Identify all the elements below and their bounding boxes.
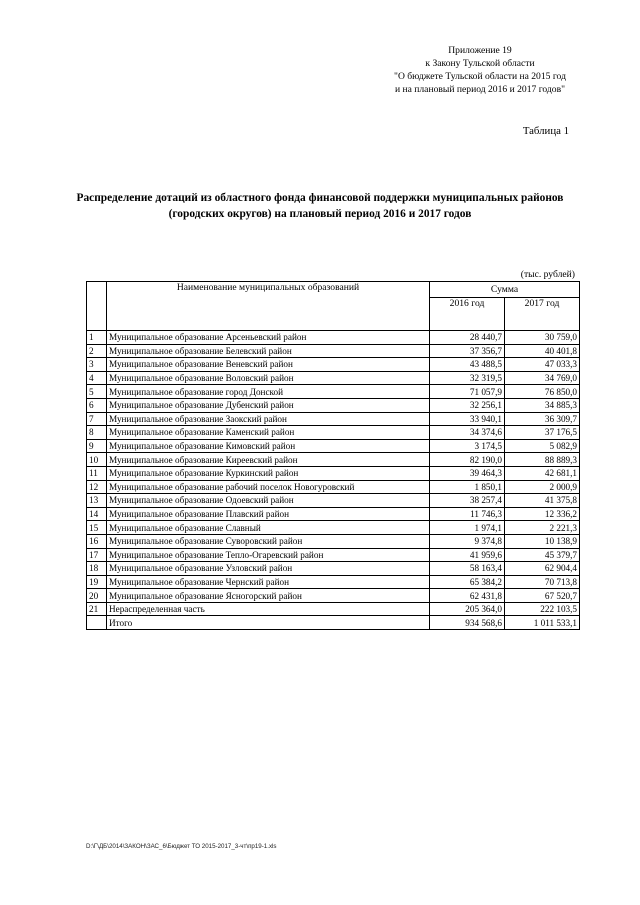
row-number: 9 <box>87 439 107 453</box>
header-number-cell <box>87 282 107 331</box>
row-value-2017: 41 375,8 <box>505 494 580 508</box>
row-value-2016: 3 174,5 <box>430 439 505 453</box>
row-value-2017: 34 885,3 <box>505 398 580 412</box>
row-value-2017: 222 103,5 <box>505 602 580 616</box>
row-name: Муниципальное образование Заокский район <box>107 412 430 426</box>
row-number: 6 <box>87 398 107 412</box>
table-row <box>87 602 580 616</box>
row-value-2016: 1 974,1 <box>430 521 505 535</box>
row-number: 21 <box>87 602 107 616</box>
row-value-2016: 37 356,7 <box>430 344 505 358</box>
row-value-2017: 47 033,3 <box>505 358 580 372</box>
table-row <box>87 331 580 345</box>
row-name: Муниципальное образование Суворовский район <box>107 534 430 548</box>
table-row <box>87 507 580 521</box>
row-name: Муниципальное образование Дубенский район <box>107 398 430 412</box>
table-row <box>87 548 580 562</box>
row-value-2016: 1 850,1 <box>430 480 505 494</box>
row-number: 3 <box>87 358 107 372</box>
row-value-2016: 205 364,0 <box>430 602 505 616</box>
table-row <box>87 426 580 440</box>
row-value-2016: 65 384,2 <box>430 575 505 589</box>
table-number: Таблица 1 <box>522 125 569 137</box>
row-name: Муниципальное образование Веневский район <box>107 358 430 372</box>
row-value-2016: 32 256,1 <box>430 398 505 412</box>
row-value-2017: 2 000,9 <box>505 480 580 494</box>
row-name: Муниципальное образование город Донской <box>107 385 430 399</box>
row-number: 19 <box>87 575 107 589</box>
header-2017: 2017 год <box>505 297 580 330</box>
row-value-2017: 42 681,1 <box>505 466 580 480</box>
table-row <box>87 480 580 494</box>
appendix-line-2: к Закону Тульской области <box>425 58 535 69</box>
footer-file-path: D:\Г\ДБ\2014\ЗАКОН\ЗАС_6\Бюджет ТО 2015-2017_3-чт\пр19-1.xls <box>86 843 277 850</box>
table-row <box>87 466 580 480</box>
row-value-2016: 32 319,5 <box>430 371 505 385</box>
row-value-2017: 36 309,7 <box>505 412 580 426</box>
table-row <box>87 371 580 385</box>
row-number: 5 <box>87 385 107 399</box>
row-value-2016: 43 488,5 <box>430 358 505 372</box>
row-number: 11 <box>87 466 107 480</box>
table-row <box>87 412 580 426</box>
table-body <box>87 331 580 630</box>
row-number: 12 <box>87 480 107 494</box>
row-number: 17 <box>87 548 107 562</box>
row-value-2016: 41 959,6 <box>430 548 505 562</box>
table-row <box>87 589 580 603</box>
row-name: Муниципальное образование Одоевский район <box>107 494 430 508</box>
row-value-2016: 11 746,3 <box>430 507 505 521</box>
row-value-2017: 10 138,9 <box>505 534 580 548</box>
table-row <box>87 398 580 412</box>
row-number: 4 <box>87 371 107 385</box>
row-value-2016: 58 163,4 <box>430 562 505 576</box>
row-number: 15 <box>87 521 107 535</box>
table-row <box>87 358 580 372</box>
row-name: Муниципальное образование Арсеньевский район <box>107 331 430 345</box>
row-number <box>87 616 107 630</box>
table-header <box>87 282 580 331</box>
appendix-line-1: Приложение 19 <box>448 45 512 56</box>
row-number: 13 <box>87 494 107 508</box>
row-number: 20 <box>87 589 107 603</box>
row-value-2017: 34 769,0 <box>505 371 580 385</box>
table-row <box>87 534 580 548</box>
row-value-2017: 40 401,8 <box>505 344 580 358</box>
row-number: 2 <box>87 344 107 358</box>
row-number: 7 <box>87 412 107 426</box>
row-value-2017: 45 379,7 <box>505 548 580 562</box>
units-label: (тыс. рублей) <box>520 269 575 280</box>
appendix-line-4: и на плановый период 2016 и 2017 годов" <box>394 84 566 95</box>
row-name: Муниципальное образование Воловский район <box>107 371 430 385</box>
row-value-2016: 34 374,6 <box>430 426 505 440</box>
row-name: Муниципальное образование Плавский район <box>107 507 430 521</box>
row-name: Нераспределенная часть <box>107 602 430 616</box>
appendix-line-3: "О бюджете Тульской области на 2015 год <box>394 71 566 82</box>
row-name: Муниципальное образование Славный <box>107 521 430 535</box>
table-row <box>87 494 580 508</box>
header-name: Наименование муниципальных образований <box>107 282 430 331</box>
row-value-2016: 28 440,7 <box>430 331 505 345</box>
row-value-2017: 5 082,9 <box>505 439 580 453</box>
table-row <box>87 616 580 630</box>
row-number: 8 <box>87 426 107 440</box>
row-value-2017: 88 889,3 <box>505 453 580 467</box>
row-name: Муниципальное образование Чернский район <box>107 575 430 589</box>
row-value-2016: 33 940,1 <box>430 412 505 426</box>
row-value-2016: 9 374,8 <box>430 534 505 548</box>
row-value-2017: 2 221,3 <box>505 521 580 535</box>
row-value-2016: 71 057,9 <box>430 385 505 399</box>
row-name: Муниципальное образование Кимовский район <box>107 439 430 453</box>
row-value-2017: 1 011 533,1 <box>505 616 580 630</box>
row-name: Муниципальное образование Каменский район <box>107 426 430 440</box>
row-number: 18 <box>87 562 107 576</box>
row-value-2017: 70 713,8 <box>505 575 580 589</box>
row-value-2017: 76 850,0 <box>505 385 580 399</box>
row-name: Муниципальное образование Тепло-Огаревский район <box>107 548 430 562</box>
document-title: Распределение дотаций из областного фонда финансовой поддержки муниципальных районов (городских округов) на плановый период 2016 и 2017 годов <box>76 192 564 220</box>
row-value-2017: 67 520,7 <box>505 589 580 603</box>
row-value-2017: 37 176,5 <box>505 426 580 440</box>
table-row <box>87 453 580 467</box>
table-row <box>87 344 580 358</box>
appendix-block <box>380 44 580 96</box>
row-value-2016: 62 431,8 <box>430 589 505 603</box>
table-row <box>87 575 580 589</box>
row-name: Муниципальное образование рабочий поселок Новогуровский <box>107 480 430 494</box>
row-value-2016: 82 190,0 <box>430 453 505 467</box>
table-row <box>87 385 580 399</box>
row-name: Муниципальное образование Куркинский район <box>107 466 430 480</box>
table-row <box>87 439 580 453</box>
row-name: Муниципальное образование Узловский район <box>107 562 430 576</box>
row-value-2017: 12 336,2 <box>505 507 580 521</box>
row-number: 10 <box>87 453 107 467</box>
subsidy-table <box>86 281 580 630</box>
row-value-2016: 934 568,6 <box>430 616 505 630</box>
header-sum: Сумма <box>430 282 580 298</box>
table-row <box>87 521 580 535</box>
row-number: 14 <box>87 507 107 521</box>
header-2016: 2016 год <box>430 297 505 330</box>
table-row <box>87 562 580 576</box>
row-number: 16 <box>87 534 107 548</box>
row-name: Муниципальное образование Белевский район <box>107 344 430 358</box>
row-name: Итого <box>107 616 430 630</box>
row-name: Муниципальное образование Ясногорский район <box>107 589 430 603</box>
row-name: Муниципальное образование Киреевский район <box>107 453 430 467</box>
row-value-2016: 38 257,4 <box>430 494 505 508</box>
row-value-2017: 62 904,4 <box>505 562 580 576</box>
row-value-2017: 30 759,0 <box>505 331 580 345</box>
row-number: 1 <box>87 331 107 345</box>
row-value-2016: 39 464,3 <box>430 466 505 480</box>
